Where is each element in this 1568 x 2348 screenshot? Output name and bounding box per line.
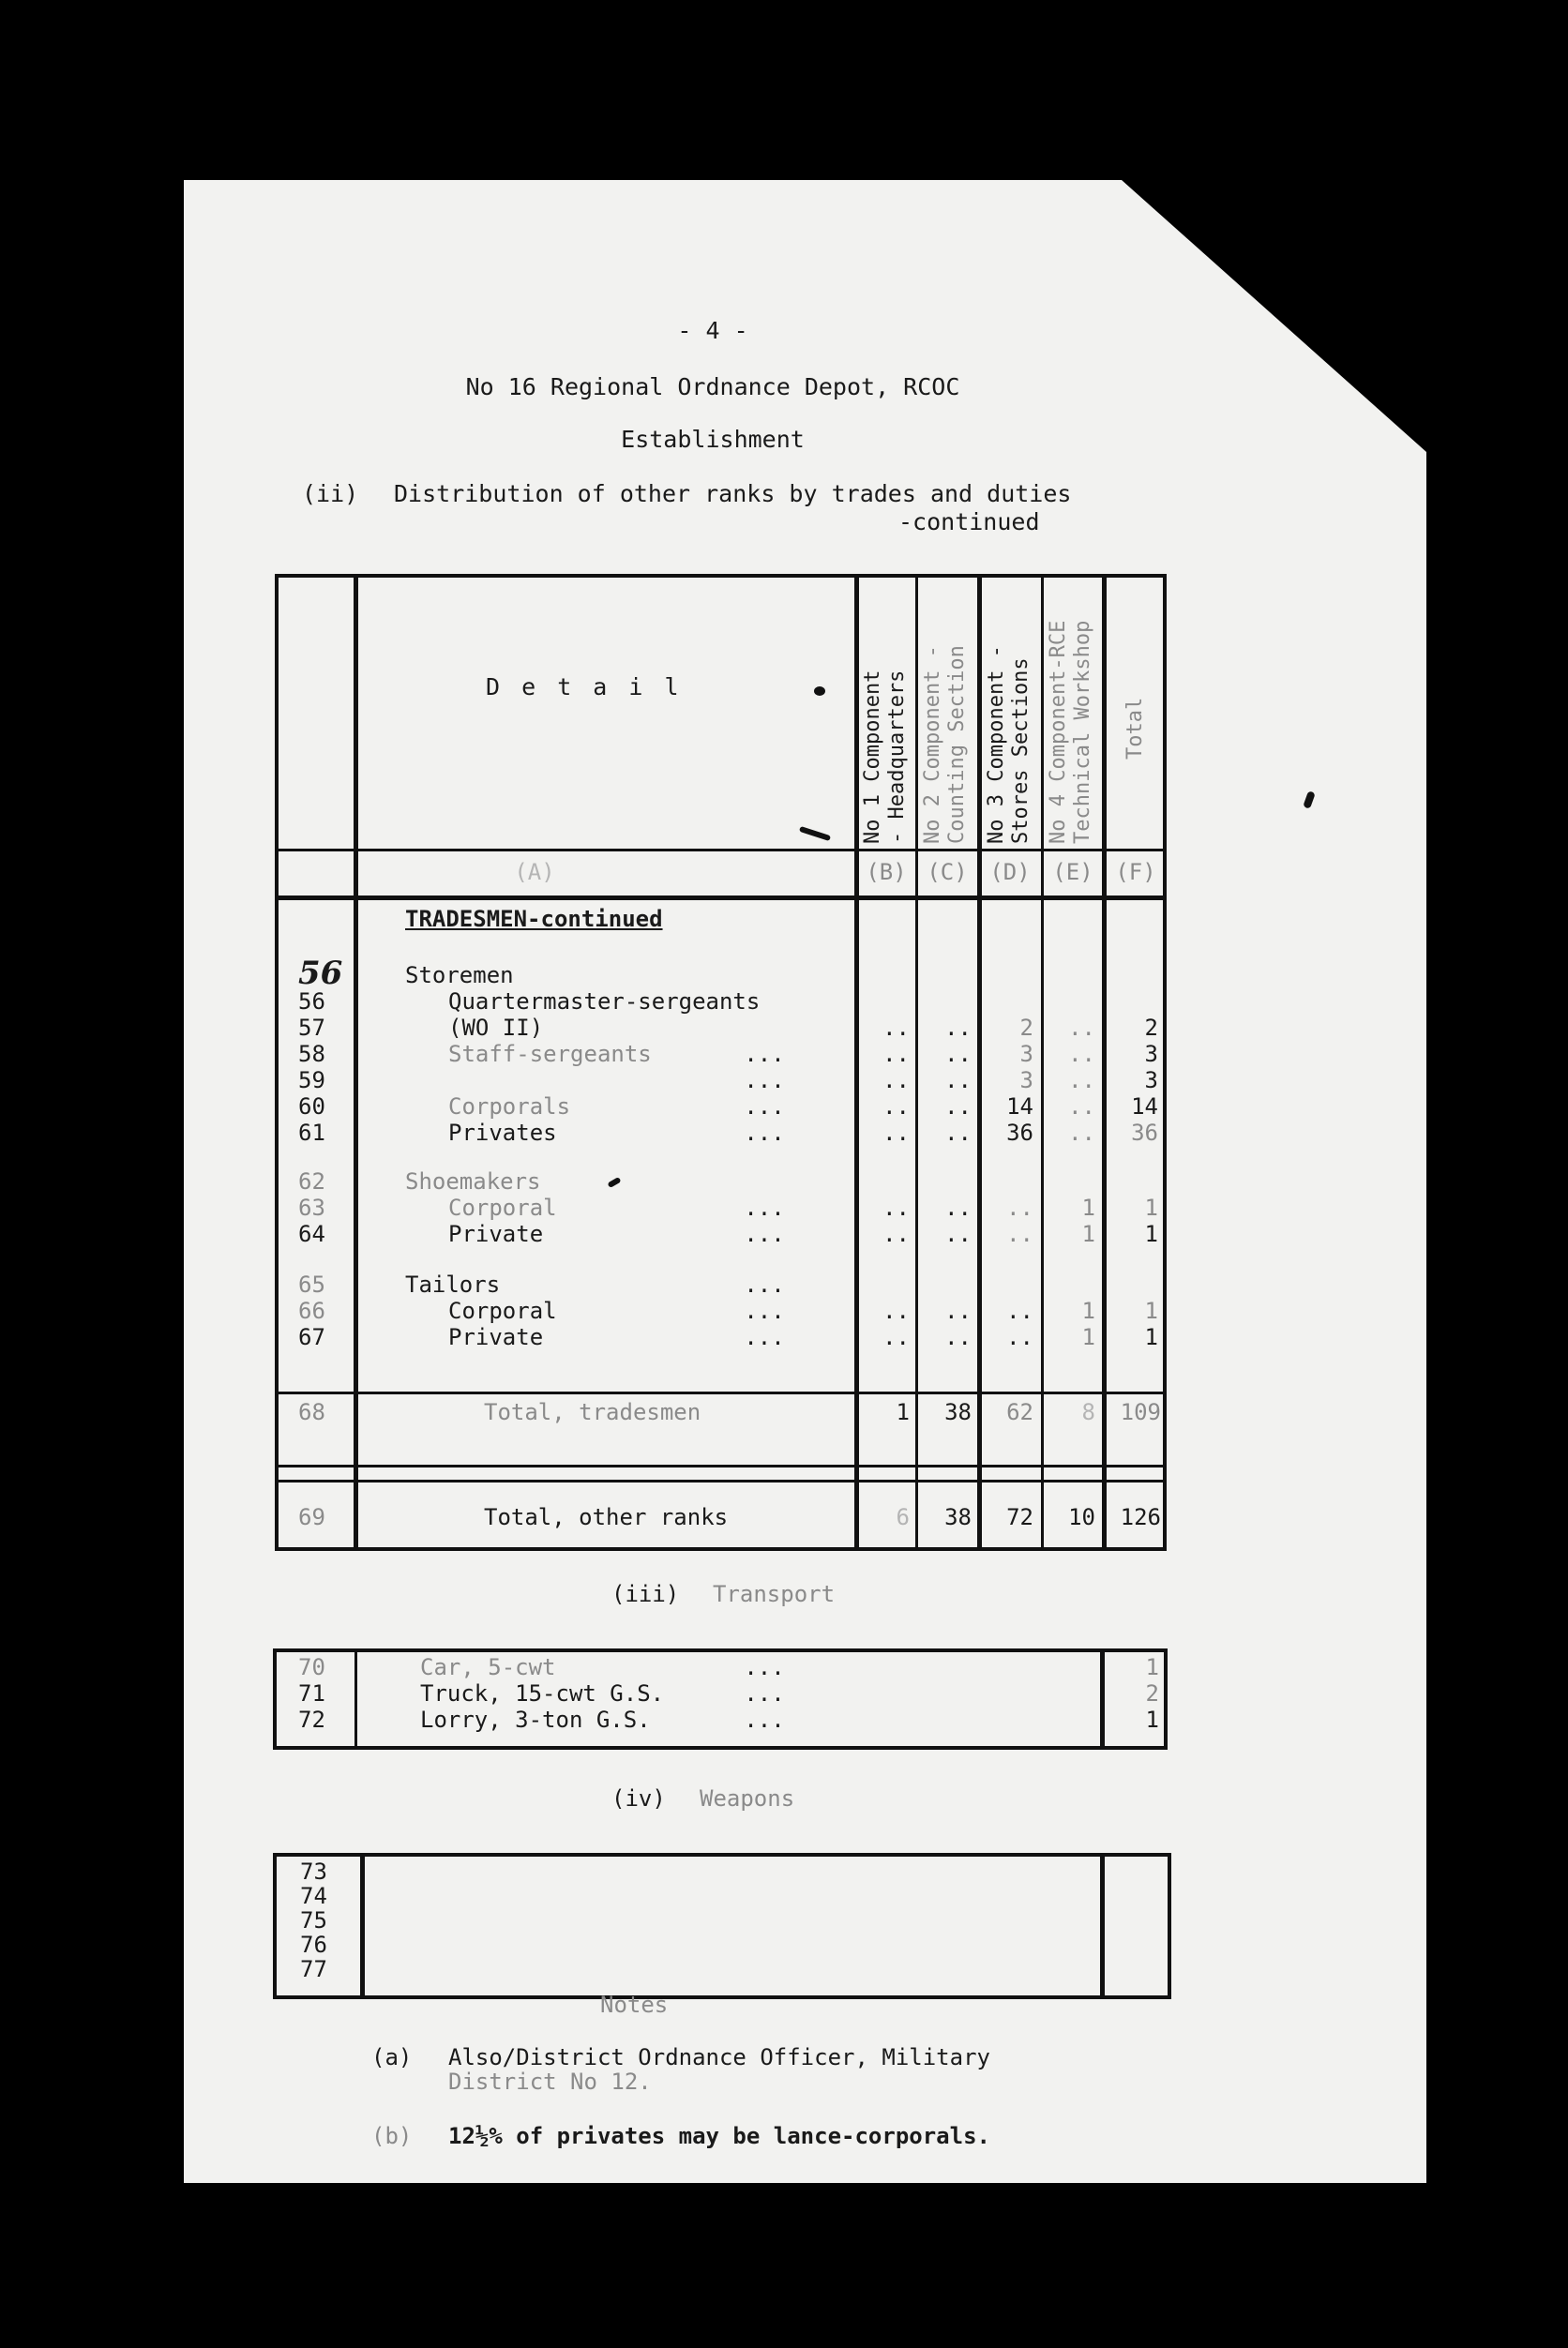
column-letter: (A): [514, 859, 555, 885]
cell: ..: [944, 1093, 972, 1120]
row-number: 57: [298, 1015, 325, 1041]
row-line: [275, 1465, 1167, 1468]
column-letter: (C): [927, 859, 968, 885]
cell: ..: [882, 1041, 910, 1067]
row-number: 71: [298, 1680, 325, 1707]
cell: 1: [1144, 1195, 1158, 1221]
cell: 36: [1131, 1120, 1158, 1146]
cell: 14: [1006, 1093, 1033, 1120]
cell: ..: [944, 1195, 972, 1221]
section-ii-heading: Distribution of other ranks by trades and duties: [394, 480, 1072, 507]
total-tradesmen-label: Total, tradesmen: [484, 1399, 701, 1425]
row-number: 77: [300, 1956, 327, 1982]
cell: ..: [1006, 1195, 1033, 1221]
note-text: 12½% of privates may be lance-corporals.: [448, 2123, 990, 2149]
row-detail: Corporal: [448, 1298, 557, 1324]
row-line: [275, 849, 1167, 851]
row-number: 63: [298, 1195, 325, 1221]
leader-dots: ...: [744, 1195, 785, 1221]
note-label: (a): [371, 2044, 413, 2070]
transport-item: Truck, 15-cwt G.S.: [420, 1680, 665, 1707]
leader-dots: ...: [744, 1298, 785, 1324]
section-ii-continued: -continued: [898, 508, 1040, 535]
cell: ..: [882, 1324, 910, 1350]
cell: 109: [1120, 1399, 1161, 1425]
group-label: Shoemakers: [405, 1168, 541, 1195]
transport-total: 1: [1145, 1654, 1159, 1680]
cell: ..: [944, 1120, 972, 1146]
ink-mark: [814, 686, 825, 696]
section-iv-label: (iv): [611, 1785, 666, 1812]
cell: 38: [944, 1399, 972, 1425]
row-detail: Staff-sergeants: [448, 1041, 652, 1067]
leader-dots: ...: [744, 1041, 785, 1067]
cell: 10: [1068, 1504, 1095, 1530]
leader-dots: ...: [744, 1680, 785, 1707]
row-number: 65: [298, 1272, 325, 1298]
col-line: [360, 1853, 365, 1999]
cell: ..: [1006, 1221, 1033, 1247]
section-iii-label: (iii): [611, 1581, 680, 1607]
document-subtitle: Establishment: [621, 426, 805, 453]
cell: 126: [1120, 1504, 1161, 1530]
row-detail: Corporals: [448, 1093, 571, 1120]
row-number: 74: [300, 1883, 327, 1909]
leader-dots: ...: [744, 1221, 785, 1247]
leader-dots: ...: [744, 1654, 785, 1680]
column-header-2: No 2 Component - Counting Section: [921, 645, 969, 844]
cell: ..: [1068, 1093, 1095, 1120]
cell: 1: [896, 1399, 910, 1425]
cell: 8: [1081, 1399, 1095, 1425]
cell: 6: [896, 1504, 910, 1530]
row-number: 56: [298, 988, 325, 1015]
group-label: Storemen: [405, 962, 514, 988]
cell: ..: [882, 1120, 910, 1146]
transport-item: Lorry, 3-ton G.S.: [420, 1707, 651, 1733]
cell: 3: [1144, 1041, 1158, 1067]
notes-heading: Notes: [600, 1992, 669, 2018]
section-ii-label: (ii): [302, 480, 359, 507]
transport-total: 2: [1145, 1680, 1159, 1707]
page-number: - 4 -: [677, 317, 748, 344]
row-number: 66: [298, 1298, 325, 1324]
cell: 3: [1144, 1067, 1158, 1093]
row-detail: Quartermaster-sergeants: [448, 988, 761, 1015]
cell: 1: [1144, 1298, 1158, 1324]
detail-header: D e t a i l: [486, 673, 683, 700]
transport-table: [273, 1648, 1168, 1750]
row-detail: Privates: [448, 1120, 557, 1146]
document-title: No 16 Regional Ordnance Depot, RCOC: [465, 373, 960, 400]
tradesmen-section-title: TRADESMEN-continued: [405, 906, 663, 932]
cell: 1: [1081, 1221, 1095, 1247]
row-number: 69: [298, 1504, 325, 1530]
column-letter: (E): [1052, 859, 1093, 885]
cell: ..: [882, 1015, 910, 1041]
cell: 14: [1131, 1093, 1158, 1120]
total-other-ranks-label: Total, other ranks: [484, 1504, 729, 1530]
row-number: 60: [298, 1093, 325, 1120]
weapons-table: [273, 1853, 1171, 1999]
cell: ..: [882, 1298, 910, 1324]
column-letter: (F): [1115, 859, 1156, 885]
cell: 1: [1144, 1324, 1158, 1350]
cell: 38: [944, 1504, 972, 1530]
margin-mark: 56: [298, 955, 343, 992]
cell: ..: [1006, 1324, 1033, 1350]
cell: 1: [1081, 1195, 1095, 1221]
section-iii-heading: Transport: [713, 1581, 836, 1607]
cell: 36: [1006, 1120, 1033, 1146]
cell: 1: [1081, 1324, 1095, 1350]
cell: ..: [944, 1015, 972, 1041]
row-number: 59: [298, 1067, 325, 1093]
cell: ..: [882, 1221, 910, 1247]
col-line: [354, 574, 358, 1551]
cell: ..: [1068, 1041, 1095, 1067]
leader-dots: ...: [744, 1324, 785, 1350]
section-iv-heading: Weapons: [700, 1785, 795, 1812]
cell: ..: [944, 1067, 972, 1093]
column-letter: (B): [866, 859, 907, 885]
cell: ..: [944, 1298, 972, 1324]
row-detail: Private: [448, 1221, 544, 1247]
row-number: 75: [300, 1907, 327, 1934]
note-label: (b): [371, 2123, 413, 2149]
cell: ..: [882, 1067, 910, 1093]
cell: 72: [1006, 1504, 1033, 1530]
leader-dots: ...: [744, 1120, 785, 1146]
row-number: 72: [298, 1707, 325, 1733]
leader-dots: ...: [744, 1067, 785, 1093]
row-number: 62: [298, 1168, 325, 1195]
cell: ..: [882, 1195, 910, 1221]
cell: ..: [944, 1041, 972, 1067]
cell: 62: [1006, 1399, 1033, 1425]
column-header-4: No 4 Component-RCE Technical Workshop: [1047, 620, 1094, 844]
row-line: [275, 1392, 1167, 1394]
row-number: 67: [298, 1324, 325, 1350]
leader-dots: ...: [744, 1272, 785, 1298]
row-detail: Private: [448, 1324, 544, 1350]
row-line: [275, 1480, 1167, 1483]
column-letter: (D): [989, 859, 1031, 885]
col-line: [1100, 1853, 1105, 1999]
note-text-continued: District No 12.: [448, 2069, 652, 2095]
transport-item: Car, 5-cwt: [420, 1654, 556, 1680]
column-header-3: No 3 Component - Stores Sections: [985, 645, 1033, 844]
leader-dots: ...: [744, 1093, 785, 1120]
row-number: 64: [298, 1221, 325, 1247]
row-detail: Corporal: [448, 1195, 557, 1221]
cell: ..: [1068, 1067, 1095, 1093]
row-number: 76: [300, 1932, 327, 1958]
cell: 3: [1019, 1041, 1033, 1067]
transport-total: 1: [1145, 1707, 1159, 1733]
row-number: 68: [298, 1399, 325, 1425]
cell: ..: [944, 1221, 972, 1247]
cell: ..: [1068, 1015, 1095, 1041]
cell: ..: [882, 1093, 910, 1120]
cell: 1: [1081, 1298, 1095, 1324]
column-header-5: Total: [1123, 697, 1147, 760]
cell: 3: [1019, 1067, 1033, 1093]
cell: 2: [1144, 1015, 1158, 1041]
leader-dots: ...: [744, 1707, 785, 1733]
col-line: [354, 1648, 357, 1750]
row-number: 73: [300, 1859, 327, 1885]
cell: ..: [944, 1324, 972, 1350]
row-number: 58: [298, 1041, 325, 1067]
row-detail: (WO II): [448, 1015, 544, 1041]
column-header-1: No 1 Component - Headquarters: [861, 670, 909, 844]
cell: ..: [1006, 1298, 1033, 1324]
cell: 2: [1019, 1015, 1033, 1041]
cell: 1: [1144, 1221, 1158, 1247]
row-number: 70: [298, 1654, 325, 1680]
note-text: Also/District Ordnance Officer, Military: [448, 2044, 990, 2070]
cell: ..: [1068, 1120, 1095, 1146]
row-number: 61: [298, 1120, 325, 1146]
group-label: Tailors: [405, 1272, 501, 1298]
row-line: [275, 896, 1167, 900]
